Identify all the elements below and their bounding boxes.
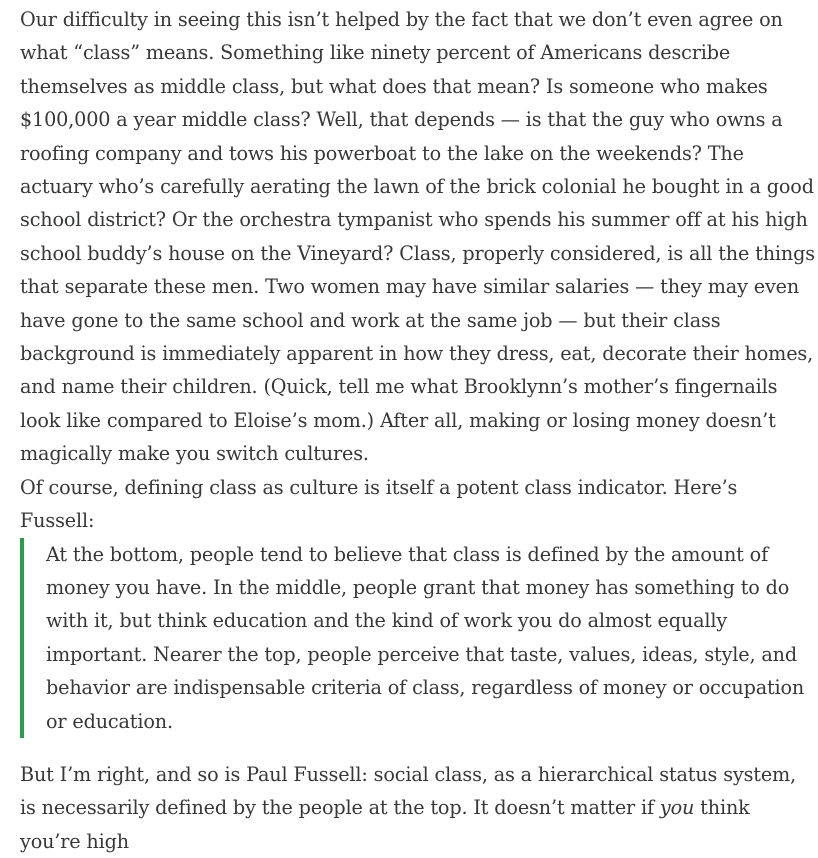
paragraph-3-text-start: But I’m right, and so is Paul Fussell: social class, as a hierarchical status system, is necessarily defined by the people at the top. It doesn’t matter if xyxy=(20,762,797,820)
paragraph-class-culture: Of course, defining class as culture is itself a potent class indicator. Here’s Fussell: xyxy=(20,475,738,533)
paragraph-class-meaning: Our difficulty in seeing this isn’t helped by the fact that we don’t even agree on what “class” means. Something like ninety percent of Americans describe themselves as middle class, but what does that mean? Is someone who makes $100,000 a year middle class? Well, that depends — is that the guy who owns a roofing company and tows his powerboat to the lake on the weekends? The actuary who’s carefully aerating the lawn of the brick colonial he bought in a good school district? Or the orchestra tympanist who spends his summer off at his high school buddy’s house on the Vineyard? Class, properly considered, is all the things that separate these men. Two women may have similar salaries — they may even have gone to the same school and work at the same job — but their class background is immediately apparent in how they dress, eat, decorate their homes, and name their children. (Quick, tell me what Brooklynn’s mother’s fingernails look like compared to Eloise’s mom.) After all, making or losing money doesn’t magically make you switch cultures. xyxy=(20,8,815,466)
paragraph-fussell-right xyxy=(20,758,815,858)
paragraph-3-emphasis: you xyxy=(659,796,695,820)
blockquote-text: At the bottom, people tend to believe that class is defined by the amount of money you have. In the middle, people grant that money has something to do with it, but think education and the kind of work you do almost equally important. Nearer the top, people perceive that taste, values, ideas, style, and behavior are indispensable criteria of class, regardless of money or occupation or education. xyxy=(46,542,805,733)
article-body xyxy=(20,3,815,858)
fussell-blockquote xyxy=(20,538,815,738)
paragraph-3-text-end: think you’re high xyxy=(20,796,750,853)
